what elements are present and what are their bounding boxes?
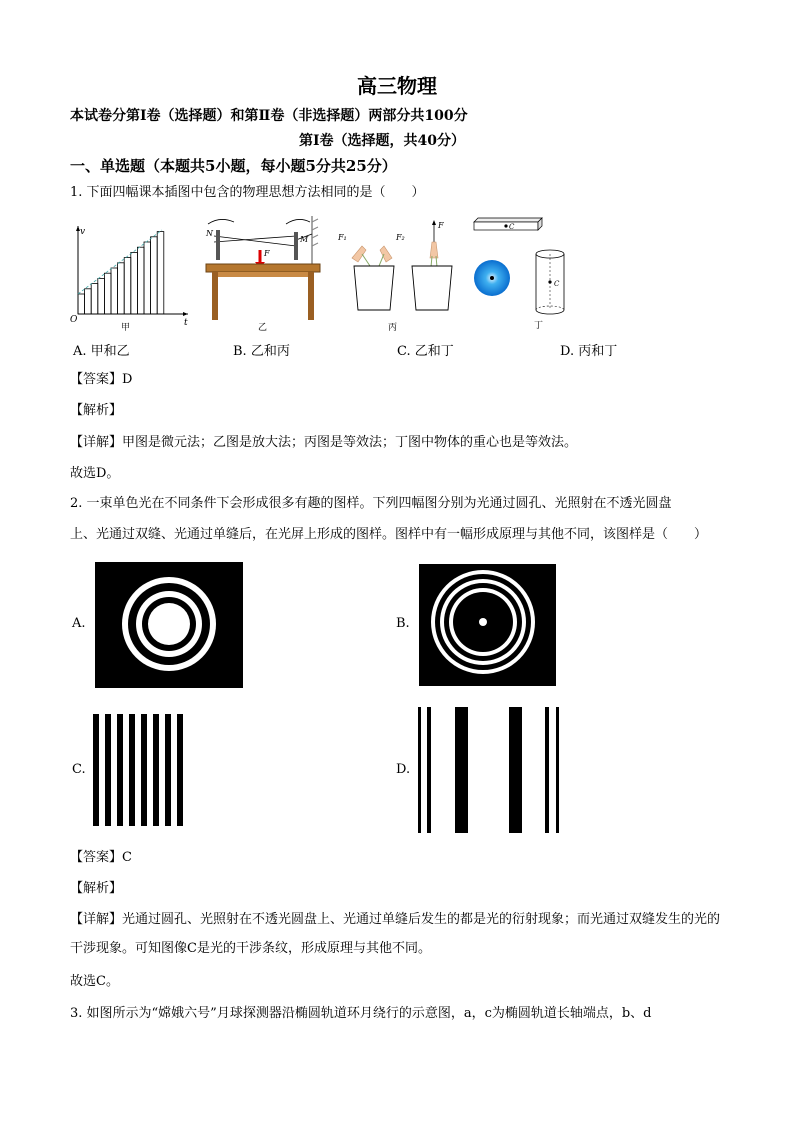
q2-stem-line1: 2. 一束单色光在不同条件下会形成很多有趣的图样。下列四幅图分别为光通过圆孔、光照射在不透光圆盘 bbox=[70, 496, 672, 511]
step-rect bbox=[137, 247, 144, 314]
figure-yi bbox=[200, 214, 326, 334]
mirror-label-m: M bbox=[300, 235, 309, 244]
q1-stem: 1. 下面四幅课本插图中包含的物理思想方法相同的是（ ） bbox=[70, 185, 425, 200]
step-rect bbox=[118, 263, 125, 314]
step-rect bbox=[111, 268, 118, 314]
q2-option-d-label: D. bbox=[396, 762, 411, 777]
mirror-label-n: N bbox=[206, 229, 213, 238]
q1-detail: 【详解】甲图是微元法；乙图是放大法；丙图是等效法；丁图中物体的重心也是等效法。 bbox=[70, 435, 578, 450]
v-axis-label: v bbox=[80, 227, 86, 237]
q2-detail: 【详解】光通过圆孔、光照射在不透光圆盘上、光通过单缝后发生的都是光的衍射现象；而光通过双缝发生的光的干涉现象。可知图像C是光的干涉条纹，形成原理与其他不同。 bbox=[70, 912, 721, 956]
step-rect bbox=[151, 237, 158, 314]
q2-answer: 【答案】C bbox=[70, 850, 132, 865]
q2-option-a-label: A. bbox=[72, 616, 86, 631]
step-rect bbox=[91, 284, 98, 314]
step-rect bbox=[124, 258, 131, 314]
center-label-c: C bbox=[509, 223, 515, 231]
q3-stem: 3. 如图所示为“嫦娥六号”月球探测器沿椭圆轨道环月绕行的示意图，a，c为椭圆轨道长轴端点，b、d bbox=[70, 1006, 652, 1021]
q2-pattern-c bbox=[93, 714, 187, 826]
fig-label-jia: 甲 bbox=[121, 323, 131, 333]
figure-ding bbox=[470, 216, 598, 334]
page-title: 高三物理 bbox=[357, 74, 437, 98]
force-label-f: F bbox=[264, 249, 270, 258]
q1-analysis: 【解析】 bbox=[70, 403, 123, 418]
q2-conclusion: 故选C。 bbox=[70, 974, 119, 989]
q1-option-b: B. 乙和丙 bbox=[233, 344, 290, 359]
force-label-f: F bbox=[438, 221, 444, 230]
section-heading: 一、单选题（本题共5小题，每小题5分共25分） bbox=[70, 157, 397, 175]
t-axis-label: t bbox=[184, 318, 188, 328]
origin-label: O bbox=[70, 315, 78, 325]
figure-jia bbox=[66, 222, 194, 334]
q1-conclusion: 故选D。 bbox=[70, 466, 120, 481]
fig-label-yi: 乙 bbox=[258, 323, 268, 333]
q1-option-a: A. 甲和乙 bbox=[73, 344, 130, 359]
q2-pattern-b bbox=[419, 564, 556, 686]
step-rect bbox=[144, 242, 151, 314]
q2-pattern-d bbox=[418, 707, 560, 833]
step-rect bbox=[98, 278, 105, 314]
q2-stem-line2: 上、光通过双缝、光通过单缝后，在光屏上形成的图样。图样中有一幅形成原理与其他不同，该图样是（ ） bbox=[70, 527, 708, 542]
q2-analysis: 【解析】 bbox=[70, 881, 123, 896]
part-heading: 第Ⅰ卷（选择题，共40分） bbox=[299, 133, 466, 149]
figure-bing bbox=[338, 216, 466, 334]
step-rect bbox=[157, 232, 164, 314]
q1-option-c: C. 乙和丁 bbox=[397, 344, 454, 359]
force-label-f2: F₂ bbox=[396, 233, 405, 242]
q2-option-c-label: C. bbox=[72, 762, 86, 777]
exam-intro: 本试卷分第Ⅰ卷（选择题）和第Ⅱ卷（非选择题）两部分共100分 bbox=[70, 108, 468, 124]
step-rect bbox=[131, 252, 138, 314]
force-label-f1: F₁ bbox=[338, 233, 347, 242]
q2-option-b-label: B. bbox=[396, 616, 410, 631]
fig-label-ding: 丁 bbox=[534, 321, 544, 331]
q1-option-d: D. 丙和丁 bbox=[560, 344, 618, 359]
step-rect bbox=[85, 289, 92, 314]
center-label-c: C bbox=[554, 280, 560, 288]
q1-answer: 【答案】D bbox=[70, 372, 133, 387]
step-rect bbox=[78, 294, 85, 314]
q2-pattern-a bbox=[95, 562, 243, 688]
step-rect bbox=[104, 273, 111, 314]
fig-label-bing: 丙 bbox=[388, 323, 398, 333]
